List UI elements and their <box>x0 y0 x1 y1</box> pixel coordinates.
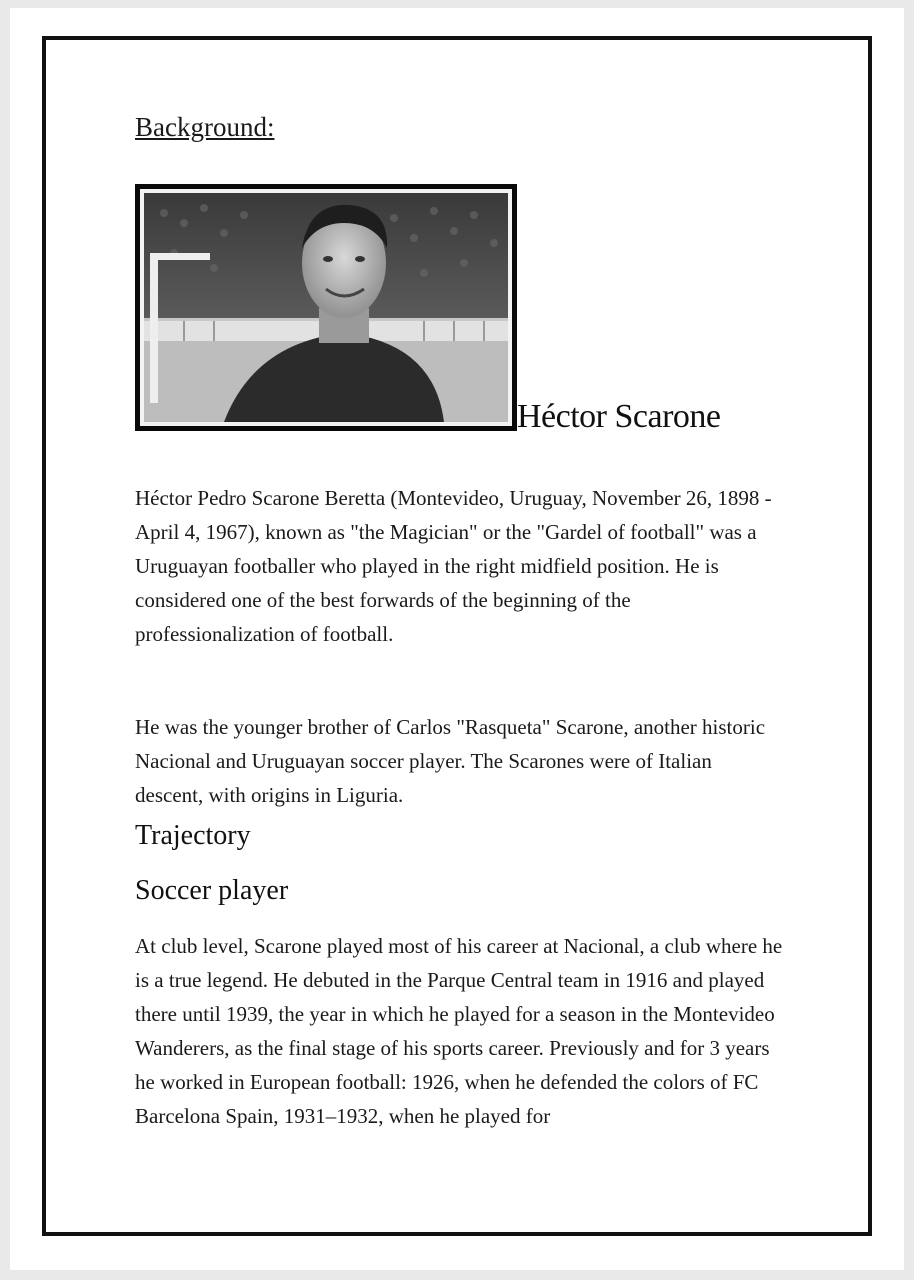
portrait-photo-icon <box>144 193 508 422</box>
portrait-photo <box>135 184 517 431</box>
paragraph-intro: Héctor Pedro Scarone Beretta (Montevideo, Uruguay, November 26, 1898 - April 4, 1967), known as "the Magician" or the "Gardel of football" was a Uruguayan footballer who played in the right midfield position. He is considered one of the best forwards of the beginning of the professionalization of football. <box>135 486 772 646</box>
document-page <box>10 8 904 1270</box>
page-title: Héctor Scarone <box>517 398 721 435</box>
paragraph-club-career: At club level, Scarone played most of his career at Nacional, a club where he is a true legend. He debuted in the Parque Central team in 1916 and played there until 1939, the year in which he played for a season in the Montevideo Wanderers, as the final stage of his sports career. Previously and for 3 years he worked in European football: 1926, when he defended the colors of FC Barcelona Spain, 1931–1932, when he played for <box>135 934 783 1128</box>
paragraph-family: He was the younger brother of Carlos "Rasqueta" Scarone, another historic Nacional and Uruguayan soccer player. The Scarones were of Italian descent, with origins in Liguria. <box>135 715 766 807</box>
section-heading-trajectory: Trajectory <box>135 820 251 851</box>
background-heading: Background: <box>135 112 275 142</box>
section-heading-soccer-player: Soccer player <box>135 875 289 906</box>
